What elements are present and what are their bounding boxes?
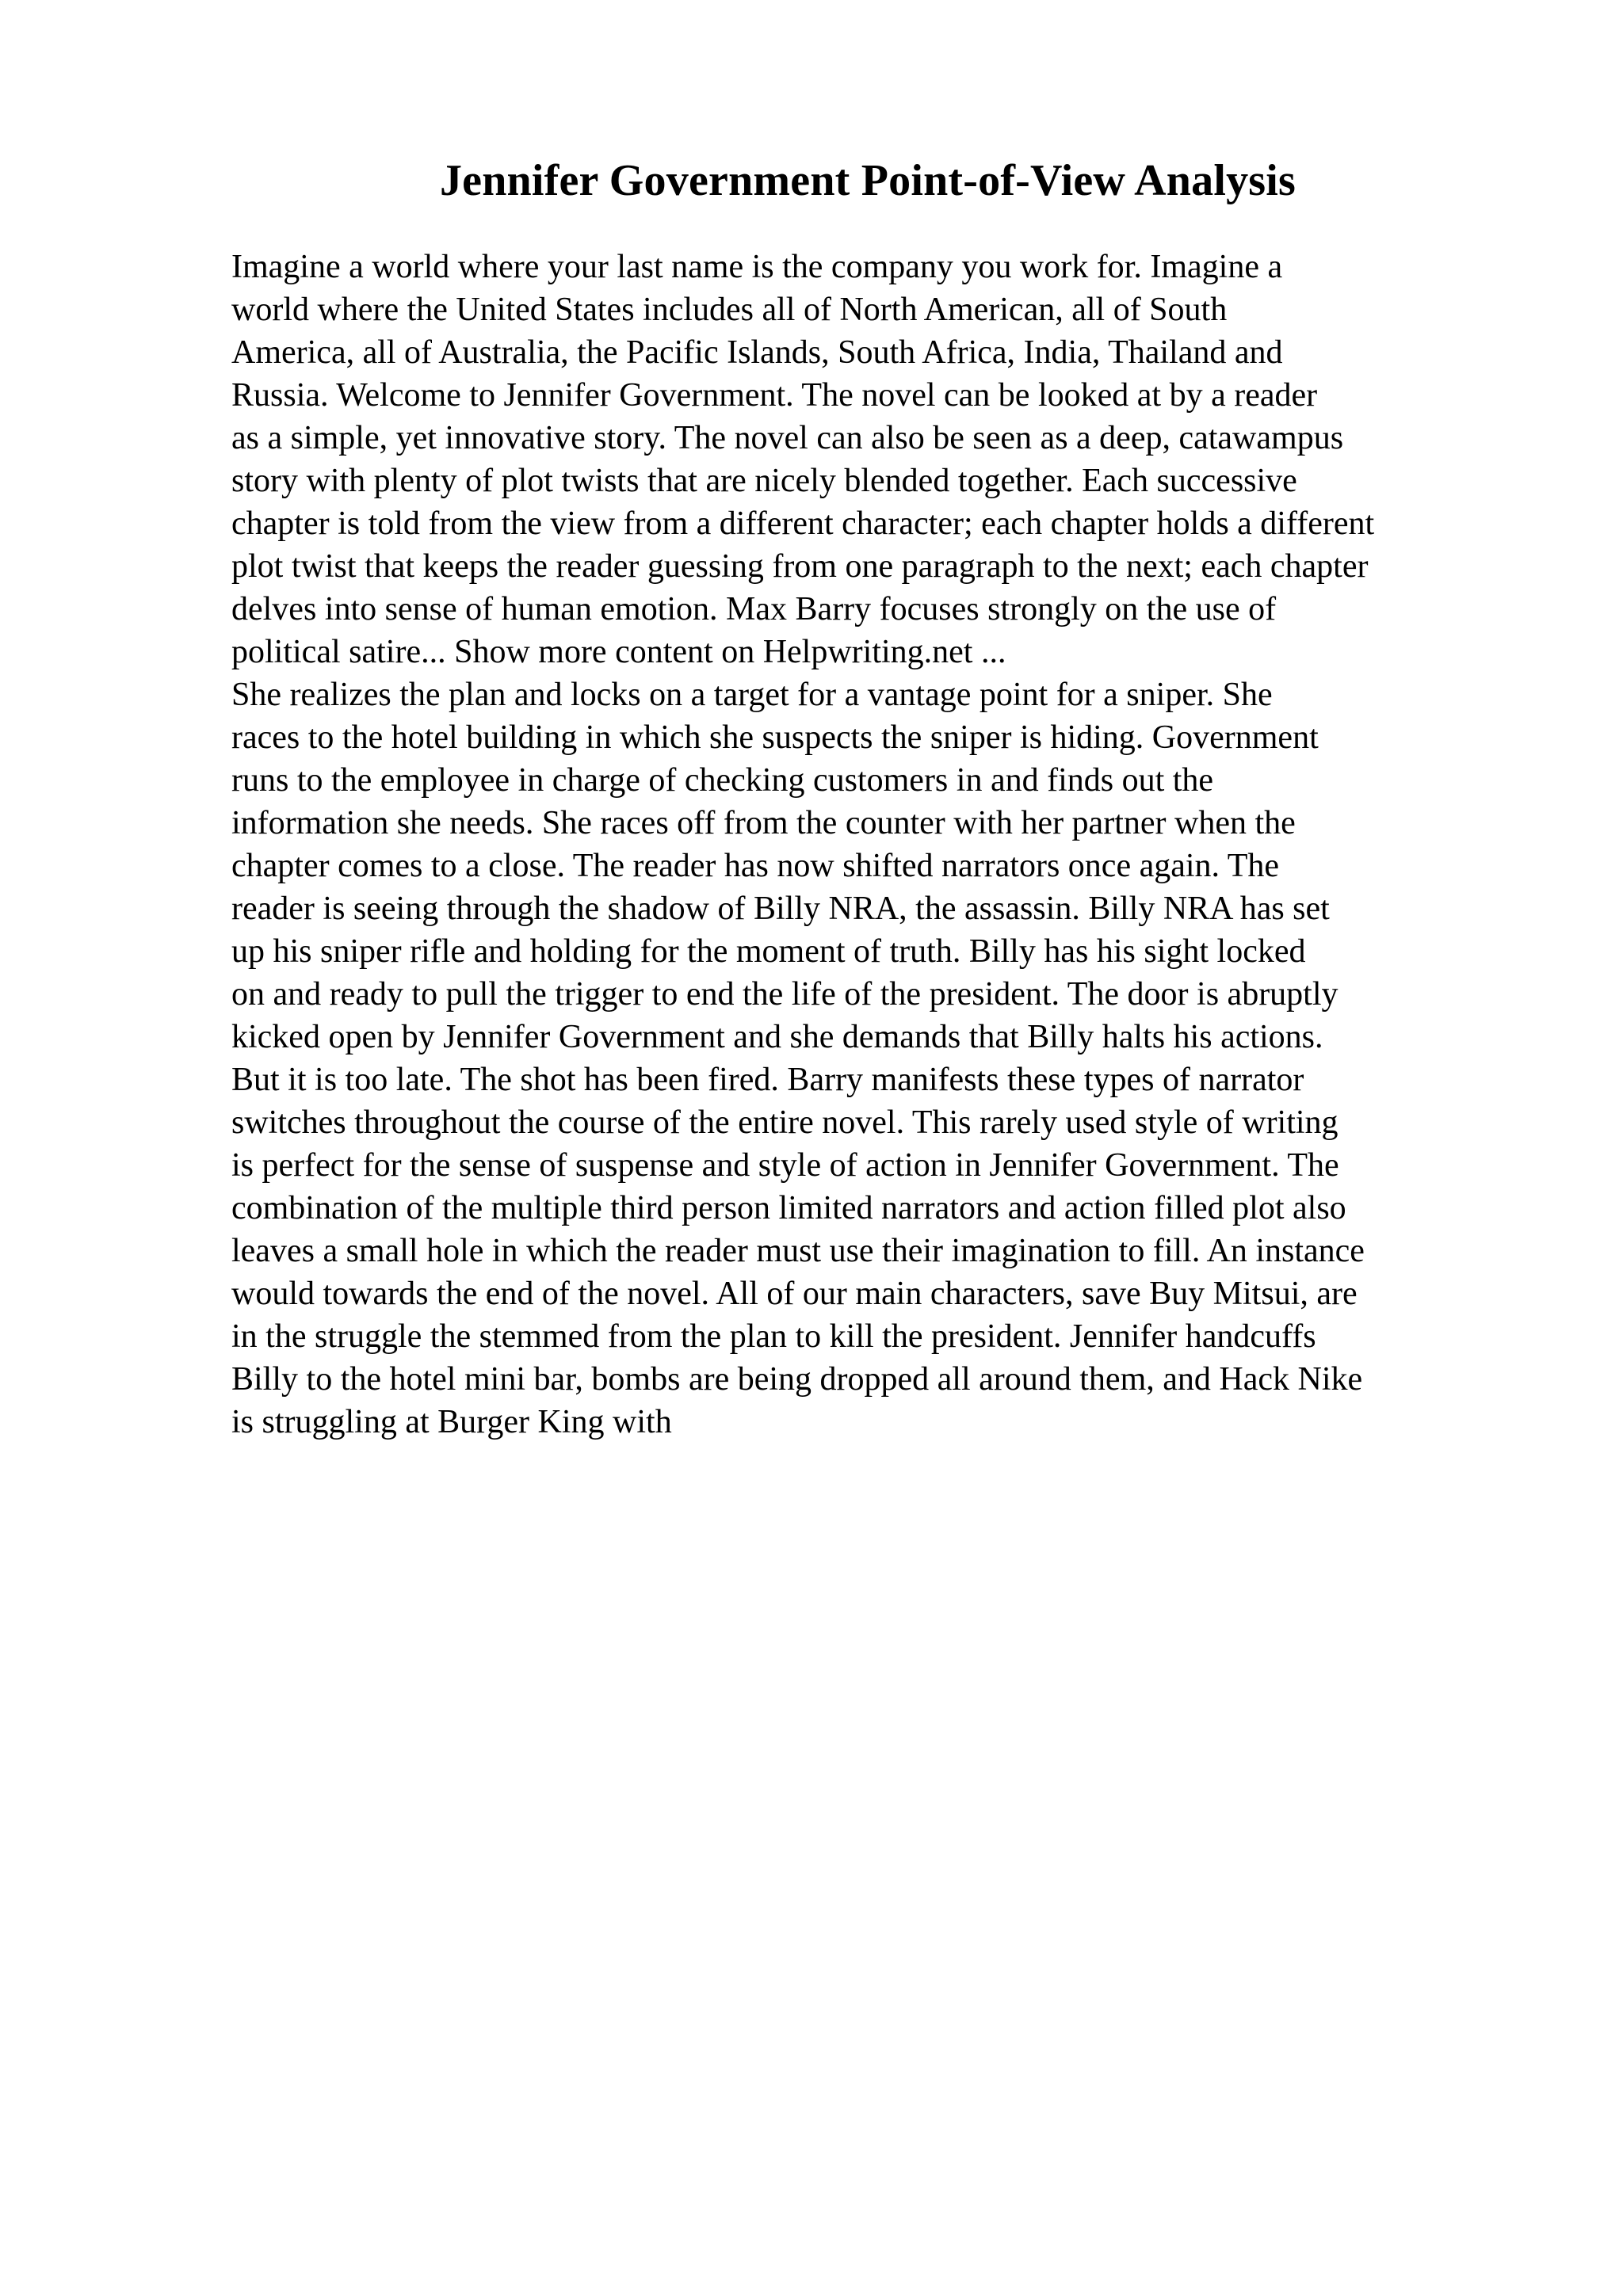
body-line: chapter is told from the view from a different character; each chapter holds a different — [231, 505, 1375, 542]
body-line: leaves a small hole in which the reader must use their imagination to fill. An instance — [231, 1233, 1365, 1269]
body-line: reader is seeing through the shadow of Billy NRA, the assassin. Billy NRA has set — [231, 891, 1330, 927]
body-line: is struggling at Burger King with — [231, 1404, 672, 1440]
body-line: up his sniper rifle and holding for the moment of truth. Billy has his sight locked — [231, 933, 1306, 970]
document-title: Jennifer Government Point-of-View Analysis — [439, 156, 1296, 205]
document-body — [231, 246, 1515, 1444]
body-line: world where the United States includes all of North American, all of South — [231, 292, 1228, 328]
body-line: Imagine a world where your last name is the company you work for. Imagine a — [231, 249, 1283, 285]
body-line: as a simple, yet innovative story. The novel can also be seen as a deep, catawampus — [231, 420, 1344, 456]
body-line: chapter comes to a close. The reader has now shifted narrators once again. The — [231, 848, 1280, 884]
body-line: combination of the multiple third person limited narrators and action filled plot also — [231, 1190, 1346, 1226]
body-line: But it is too late. The shot has been fired. Barry manifests these types of narrator — [231, 1062, 1304, 1098]
body-line: political satire... Show more content on Helpwriting.net ... — [231, 634, 1006, 670]
body-line: plot twist that keeps the reader guessing from one paragraph to the next; each chapter — [231, 548, 1369, 585]
body-line: is perfect for the sense of suspense and style of action in Jennifer Government. The — [231, 1147, 1339, 1184]
body-line: in the struggle the stemmed from the plan to kill the president. Jennifer handcuffs — [231, 1318, 1316, 1355]
body-line: on and ready to pull the trigger to end the life of the president. The door is abruptly — [231, 976, 1338, 1013]
body-line: kicked open by Jennifer Government and she demands that Billy halts his actions. — [231, 1019, 1323, 1055]
body-line: would towards the end of the novel. All of our main characters, save Buy Mitsui, are — [231, 1276, 1358, 1312]
body-line: She realizes the plan and locks on a target for a vantage point for a sniper. She — [231, 677, 1273, 713]
body-line: switches throughout the course of the entire novel. This rarely used style of writing — [231, 1104, 1338, 1141]
body-line: information she needs. She races off from the counter with her partner when the — [231, 805, 1296, 841]
body-line: delves into sense of human emotion. Max Barry focuses strongly on the use of — [231, 591, 1277, 627]
body-line: runs to the employee in charge of checking customers in and finds out the — [231, 762, 1214, 799]
body-line: America, all of Australia, the Pacific Islands, South Africa, India, Thailand and — [231, 334, 1283, 371]
body-line: Russia. Welcome to Jennifer Government. The novel can be looked at by a reader — [231, 377, 1318, 414]
body-line: Billy to the hotel mini bar, bombs are being dropped all around them, and Hack Nike — [231, 1361, 1363, 1398]
body-line: story with plenty of plot twists that are nicely blended together. Each successive — [231, 463, 1297, 499]
body-line: races to the hotel building in which she suspects the sniper is hiding. Government — [231, 719, 1319, 756]
